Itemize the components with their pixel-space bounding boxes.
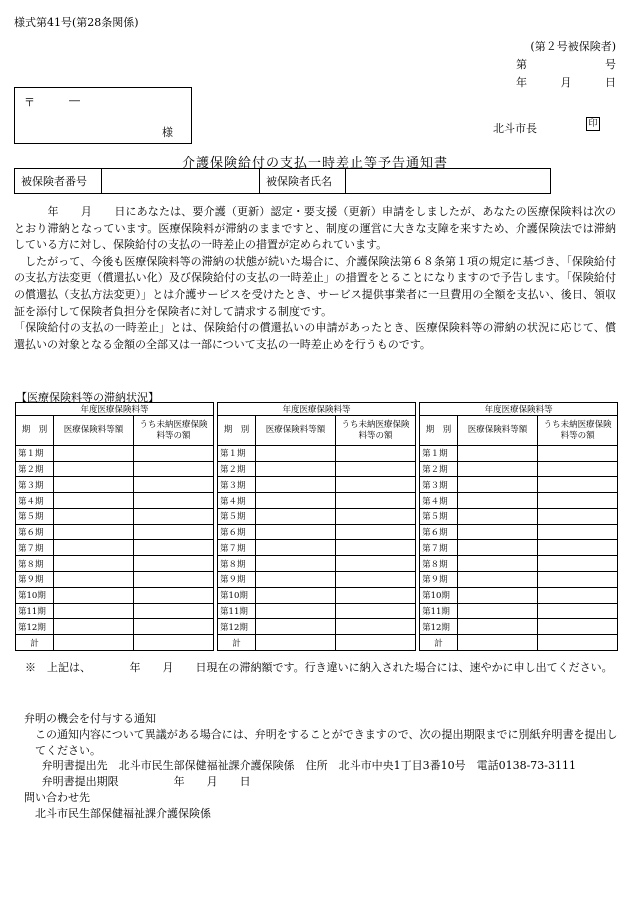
arrears-status-tables: [15, 402, 616, 651]
period-label: 第11期: [218, 603, 256, 619]
period-label: 第８期: [16, 556, 54, 572]
period-label: 第７期: [218, 540, 256, 556]
arrears-note: ※ 上記は、 年 月 日現在の滞納額です。行き違いに納入された場合には、速やかに申し出てください。: [25, 661, 613, 674]
table-row: [16, 445, 214, 461]
premium-amount-cell: [458, 445, 538, 461]
premium-amount-cell: [54, 587, 134, 603]
issuer-mayor: 北斗市長: [493, 122, 537, 135]
unpaid-amount-cell: [336, 603, 416, 619]
period-label: 第10期: [218, 587, 256, 603]
period-label: 第３期: [218, 477, 256, 493]
footer-instruction: この通知内容について異議がある場合には、弁明をすることができますので、次の提出期限までに別紙弁明書を提出してください。: [35, 727, 618, 757]
total-row: [16, 635, 214, 651]
premium-amount-cell: [54, 619, 134, 635]
table-row: [16, 540, 214, 556]
period-label: 第11期: [16, 603, 54, 619]
premium-amount-cell: [54, 493, 134, 509]
unpaid-amount-cell: [134, 540, 214, 556]
arrears-table: [419, 402, 618, 651]
unpaid-amount-cell: [538, 493, 618, 509]
unpaid-amount-cell: [538, 603, 618, 619]
table-row: [16, 619, 214, 635]
table-row: [420, 587, 618, 603]
footer-deadline: 弁明書提出期限 年 月 日: [41, 775, 251, 789]
premium-amount-cell: [458, 540, 538, 556]
period-label: 第12期: [218, 619, 256, 635]
date-year-label: 年: [516, 76, 527, 89]
seal-mark: 印: [586, 117, 600, 131]
unpaid-amount-cell: [134, 572, 214, 588]
unpaid-amount-cell: [134, 493, 214, 509]
premium-amount-cell: [54, 508, 134, 524]
table-row: [218, 477, 416, 493]
table-row: [420, 508, 618, 524]
premium-amount-cell: [458, 524, 538, 540]
premium-amount-cell: [54, 524, 134, 540]
total-row: [420, 635, 618, 651]
unpaid-amount-cell: [538, 572, 618, 588]
period-label: 第２期: [16, 461, 54, 477]
table-row: [16, 461, 214, 477]
footer-submit-to: 弁明書提出先 北斗市民生部保健福祉課介護保険係 住所 北斗市中央1丁目3番10号 電話0138-73-3111: [41, 759, 577, 773]
table-row: [420, 524, 618, 540]
premium-amount-cell: [458, 461, 538, 477]
unpaid-amount-cell: [538, 619, 618, 635]
premium-amount-cell: [458, 556, 538, 572]
table-row: [16, 556, 214, 572]
period-label: 第１期: [16, 445, 54, 461]
insured-type-label: (第２号被保険者): [530, 40, 616, 53]
total-premium-cell: [458, 635, 538, 651]
period-label: 第８期: [218, 556, 256, 572]
unpaid-amount-cell: [134, 524, 214, 540]
unpaid-amount-cell: [134, 587, 214, 603]
table-row: [420, 572, 618, 588]
footer-section: [24, 711, 620, 822]
unpaid-amount-cell: [134, 556, 214, 572]
recipient-honorific: 様: [162, 126, 173, 139]
postal-mark: 〒: [24, 96, 35, 109]
period-label: 第４期: [16, 493, 54, 509]
insured-name-value: [346, 169, 551, 194]
period-label: 第４期: [420, 493, 458, 509]
premium-amount-cell: [458, 619, 538, 635]
period-label: 第２期: [218, 461, 256, 477]
unpaid-amount-cell: [336, 445, 416, 461]
unpaid-amount-cell: [336, 572, 416, 588]
table-row: [420, 603, 618, 619]
footer-contact: 北斗市民生部保健福祉課介護保険係: [35, 806, 211, 820]
table-row: [420, 556, 618, 572]
table-row: [16, 524, 214, 540]
premium-column-header: 医療保険料等額: [458, 416, 538, 446]
table-row: [16, 477, 214, 493]
unpaid-amount-cell: [336, 587, 416, 603]
premium-amount-cell: [256, 603, 336, 619]
unpaid-amount-cell: [134, 619, 214, 635]
period-label: 第９期: [218, 572, 256, 588]
period-label: 第12期: [16, 619, 54, 635]
unpaid-column-header: うち未納医療保険料等の額: [336, 416, 416, 446]
insured-number-label: 被保険者番号: [15, 169, 102, 194]
period-label: 第６期: [420, 524, 458, 540]
table-row: [16, 587, 214, 603]
premium-column-header: 医療保険料等額: [54, 416, 134, 446]
unpaid-amount-cell: [336, 556, 416, 572]
unpaid-amount-cell: [336, 493, 416, 509]
premium-amount-cell: [256, 572, 336, 588]
table-row: [420, 445, 618, 461]
insured-name-label: 被保険者氏名: [260, 169, 346, 194]
table-row: [420, 477, 618, 493]
arrears-table: [15, 402, 214, 651]
table-row: [218, 445, 416, 461]
table-row: [420, 461, 618, 477]
premium-amount-cell: [54, 477, 134, 493]
premium-amount-cell: [458, 603, 538, 619]
unpaid-column-header: うち未納医療保険料等の額: [134, 416, 214, 446]
number-prefix: 第: [516, 58, 527, 71]
premium-amount-cell: [458, 477, 538, 493]
table-row: [16, 603, 214, 619]
total-unpaid-cell: [336, 635, 416, 651]
premium-amount-cell: [256, 493, 336, 509]
period-label: 第５期: [420, 508, 458, 524]
table-row: [218, 556, 416, 572]
premium-amount-cell: [54, 556, 134, 572]
date-day-label: 日: [605, 76, 616, 89]
unpaid-amount-cell: [134, 461, 214, 477]
table-row: [218, 461, 416, 477]
unpaid-amount-cell: [336, 619, 416, 635]
body-paragraph-1: 年 月 日にあなたは、要介護（更新）認定・要支援（更新）申請をしましたが、あなたの医療保険料は次のとおり滞納となっています。医療保険料が滞納のままですと、制度の運営に大きな支障を来すため、介護保険法では滞納している方に対し、保険給付の支払の一時差止の措置が定められています。: [14, 205, 616, 252]
total-unpaid-cell: [538, 635, 618, 651]
unpaid-column-header: うち未納医療保険料等の額: [538, 416, 618, 446]
period-column-header: 期 別: [16, 416, 54, 446]
unpaid-amount-cell: [538, 461, 618, 477]
table-row: [420, 619, 618, 635]
period-label: 第６期: [218, 524, 256, 540]
period-label: 第５期: [218, 508, 256, 524]
premium-amount-cell: [256, 540, 336, 556]
table-row: [218, 540, 416, 556]
total-unpaid-cell: [134, 635, 214, 651]
premium-amount-cell: [256, 556, 336, 572]
premium-column-header: 医療保険料等額: [256, 416, 336, 446]
period-label: 第３期: [420, 477, 458, 493]
premium-amount-cell: [54, 461, 134, 477]
notice-body: [14, 204, 616, 353]
unpaid-amount-cell: [336, 461, 416, 477]
period-label: 第11期: [420, 603, 458, 619]
footer-heading: 弁明の機会を付与する通知: [24, 712, 156, 725]
unpaid-amount-cell: [336, 540, 416, 556]
fiscal-year-header: 年度医療保険料等: [420, 403, 618, 416]
premium-amount-cell: [256, 461, 336, 477]
period-label: 第10期: [16, 587, 54, 603]
period-label: 第12期: [420, 619, 458, 635]
unpaid-amount-cell: [538, 587, 618, 603]
table-row: [218, 603, 416, 619]
unpaid-amount-cell: [538, 508, 618, 524]
table-row: [420, 493, 618, 509]
table-row: [16, 572, 214, 588]
unpaid-amount-cell: [336, 477, 416, 493]
premium-amount-cell: [54, 445, 134, 461]
body-paragraph-2: したがって、今後も医療保険料等の滞納の状態が続いた場合に、介護保険法第６８条第１項の規定に基づき、「保険給付の支払方法変更（償還払い化）及び保険給付の支払の一時差止」の措置をとることになりますので予告します。「保険給付の償還払（支払方法変更）」とは介護サービスを受けたとき、サービス提供事業者に一旦費用の全額を支払い、後日、領収証を添付して保険者負担分を保険者に対して請求する制度です。: [14, 254, 616, 318]
period-label: 第４期: [218, 493, 256, 509]
total-row: [218, 635, 416, 651]
document-title: 介護保険給付の支払一時差止等予告通知書: [181, 156, 448, 171]
unpaid-amount-cell: [134, 603, 214, 619]
table-row: [218, 619, 416, 635]
table-row: [218, 524, 416, 540]
table-row: [218, 493, 416, 509]
table-row: [420, 540, 618, 556]
table-row: [16, 493, 214, 509]
table-row: [218, 587, 416, 603]
table-row: [218, 508, 416, 524]
unpaid-amount-cell: [134, 508, 214, 524]
premium-amount-cell: [256, 619, 336, 635]
unpaid-amount-cell: [134, 477, 214, 493]
arrears-status-heading: 【医療保険料等の滞納状況】: [16, 391, 159, 404]
unpaid-amount-cell: [538, 445, 618, 461]
postal-dash: ―: [69, 94, 80, 107]
period-label: 第10期: [420, 587, 458, 603]
table-row: [16, 508, 214, 524]
document-number-block: [486, 38, 616, 92]
recipient-address-box: [14, 87, 192, 144]
total-premium-cell: [54, 635, 134, 651]
arrears-table: [217, 402, 416, 651]
unpaid-amount-cell: [538, 556, 618, 572]
unpaid-amount-cell: [134, 445, 214, 461]
body-paragraph-3: 「保険給付の支払の一時差止」とは、保険給付の償還払いの申請があったとき、医療保険料等の滞納の状況に応じて、償還払いの対象となる金額の全部又は一部について支払の一時差止めを行うものです。: [14, 321, 616, 351]
unpaid-amount-cell: [336, 524, 416, 540]
premium-amount-cell: [458, 572, 538, 588]
form-number: 様式第41号(第28条関係): [14, 16, 139, 29]
premium-amount-cell: [256, 524, 336, 540]
total-label: 計: [218, 635, 256, 651]
footer-contact-heading: 問い合わせ先: [24, 790, 90, 804]
total-premium-cell: [256, 635, 336, 651]
period-label: 第９期: [420, 572, 458, 588]
number-suffix: 号: [605, 58, 616, 71]
premium-amount-cell: [54, 540, 134, 556]
premium-amount-cell: [54, 572, 134, 588]
premium-amount-cell: [458, 493, 538, 509]
period-label: 第３期: [16, 477, 54, 493]
period-label: 第７期: [16, 540, 54, 556]
premium-amount-cell: [256, 477, 336, 493]
period-label: 第１期: [218, 445, 256, 461]
total-label: 計: [16, 635, 54, 651]
date-month-label: 月: [560, 76, 572, 89]
insured-number-value: [102, 169, 260, 194]
unpaid-amount-cell: [336, 508, 416, 524]
premium-amount-cell: [458, 587, 538, 603]
period-label: 第９期: [16, 572, 54, 588]
premium-amount-cell: [256, 445, 336, 461]
period-label: 第５期: [16, 508, 54, 524]
unpaid-amount-cell: [538, 524, 618, 540]
fiscal-year-header: 年度医療保険料等: [16, 403, 214, 416]
premium-amount-cell: [54, 603, 134, 619]
table-row: [218, 572, 416, 588]
insured-id-table: [14, 168, 551, 194]
period-label: 第８期: [420, 556, 458, 572]
fiscal-year-header: 年度医療保険料等: [218, 403, 416, 416]
unpaid-amount-cell: [538, 477, 618, 493]
premium-amount-cell: [256, 508, 336, 524]
period-label: 第６期: [16, 524, 54, 540]
total-label: 計: [420, 635, 458, 651]
period-column-header: 期 別: [420, 416, 458, 446]
period-column-header: 期 別: [218, 416, 256, 446]
period-label: 第１期: [420, 445, 458, 461]
premium-amount-cell: [256, 587, 336, 603]
premium-amount-cell: [458, 508, 538, 524]
period-label: 第７期: [420, 540, 458, 556]
unpaid-amount-cell: [538, 540, 618, 556]
period-label: 第２期: [420, 461, 458, 477]
